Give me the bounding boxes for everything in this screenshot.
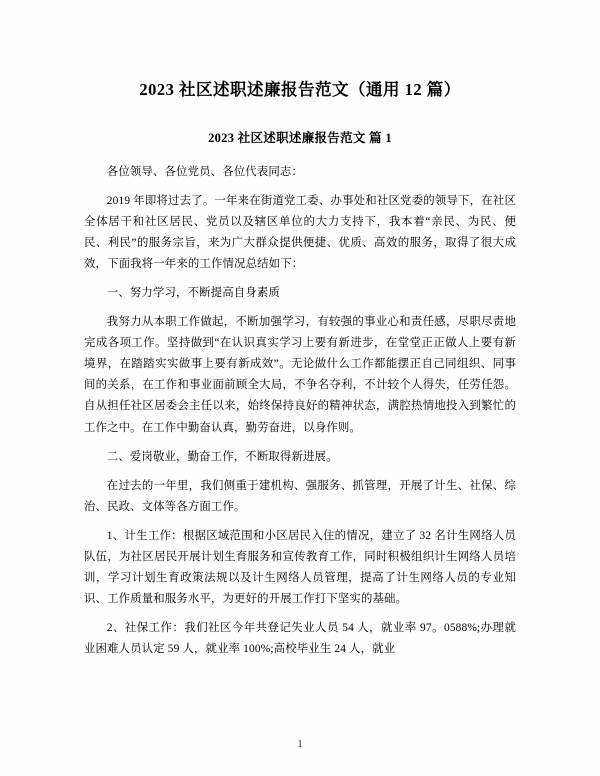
paragraph: 2019 年即将过去了。一年来在街道党工委、办事处和社区党委的领导下，在社区全体居干和社区居民、党员以及辖区单位的大力支持下，我本着“亲民、为民、便民、利民”的服务宗旨，来为广大群众提供便捷、优质、高效的服务，取得了很大成效，下面我将一年来的工作情况总结如下： bbox=[84, 194, 516, 270]
paragraph: 在过去的一年里，我们侧重于建机构、强服务、抓管理，开展了计生、社保、综治、民政、文体等各方面工作。 bbox=[84, 479, 516, 513]
page-number: 1 bbox=[297, 739, 303, 750]
section-title: 2023 社区述职述廉报告范文 篇 1 bbox=[208, 130, 392, 145]
page-title: 2023 社区述职述廉报告范文（通用 12 篇） bbox=[139, 80, 461, 99]
paragraph: 1、计生工作：根据区域范围和小区居民入住的情况，建立了 32 名计生网络人员队伍，为社区居民开展计划生育服务和宣传教育工作，同时积极组织计生网络人员培训，学习计划生育政策法规以及计生网络人员管理，提高了计生网络人员的专业知识、工作质量和服务水平，为更好的开展工作打下坚实的基础。 bbox=[84, 529, 516, 606]
paragraph: 二、爱岗敬业，勤奋工作，不断取得新进展。 bbox=[106, 450, 338, 463]
paragraph: 各位领导、各位党员、各位代表同志： bbox=[106, 165, 303, 178]
paragraph: 一、努力学习，不断提高自身素质 bbox=[106, 286, 280, 299]
paragraph: 2、社保工作：我们社区今年共登记失业人员 54 人，就业率 97。0588%;办理就业困难人员认定 59 人，就业率 100%;高校毕业生 24 人，就业 bbox=[84, 622, 516, 656]
paragraph: 我努力从本职工作做起，不断加强学习，有较强的事业心和责任感，尽职尽责地完成各项工作。坚持做到“在认识真实学习上要有新进步，在堂堂正正做人上要有新境界，在踏踏实实做事上要有新成效”。无论做什么工作都能摆正自己同组织、同事间的关系，在工作和事业面前顾全大局，不争名夺利，不计较个人得失，任劳任怨。自从担任社区居委会主任以来，始终保持良好的精神状态，满腔热情地投入到繁忙的工作之中。在工作中勤奋认真，勤劳奋进，以身作则。 bbox=[84, 316, 516, 434]
